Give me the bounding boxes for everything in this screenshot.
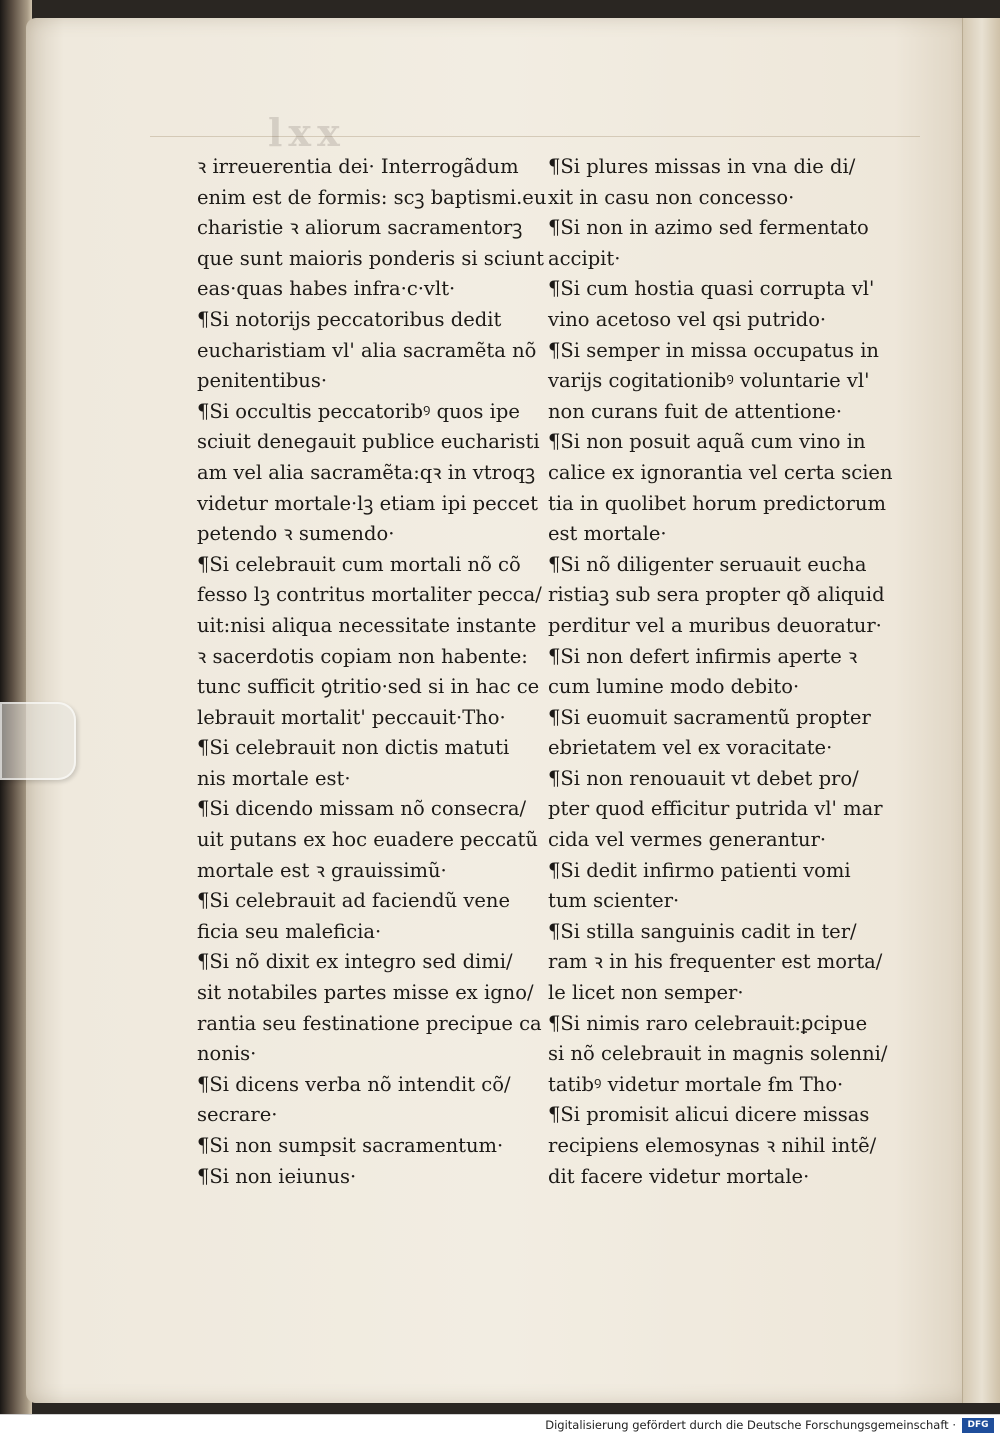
text-line: ¶Si non renouauit vt debet pro/ — [548, 766, 859, 790]
book-right-edge — [962, 18, 1000, 1403]
text-line: ¶Si plures missas in vna die di/ — [548, 155, 856, 178]
text-line: ¶Si non ieiunus· — [197, 1164, 357, 1188]
text-line: tatibꝰ videtur mortale ẜm Tho· — [548, 1072, 844, 1096]
text-line: ¶Si dicens verba nõ intendit cõ/ — [197, 1072, 511, 1096]
text-line: ficia seu maleficia· — [197, 919, 382, 943]
text-line: ¶Si non posuit aquã cum vino in — [548, 430, 866, 454]
text-line: penitentibus· — [197, 369, 328, 393]
text-line: que sunt maioris ponderis si sciunt — [197, 246, 544, 270]
text-line: dit facere videtur mortale· — [548, 1164, 810, 1188]
text-line: rantia seu festinatione precipue ca — [197, 1011, 542, 1035]
text-line: est mortale· — [548, 522, 667, 546]
text-line: ¶Si occultis peccatoribꝰ quos ipe — [197, 399, 520, 423]
text-line: tum scienter· — [548, 889, 680, 913]
text-line: enim est de formis: scꝫ baptismi.eu — [197, 185, 547, 209]
text-line: ¶Si cum hostia quasi corrupta vl' — [548, 277, 875, 301]
text-line: ꝛ irreuerentia dei· Interrogãdum — [197, 155, 519, 178]
text-line: eucharistiam vl' alia sacramẽta nõ — [197, 338, 537, 362]
text-line: charistie ꝛ aliorum sacramentorꝫ — [197, 216, 523, 240]
text-line: uit putans ex hoc euadere peccatũ — [197, 828, 538, 852]
page-clip — [0, 702, 76, 780]
text-column-right — [548, 152, 893, 1192]
text-line: le licet non semper· — [548, 981, 744, 1005]
text-line: petendo ꝛ sumendo· — [197, 522, 395, 546]
show-through-folio: lxx — [268, 110, 346, 155]
text-line: ¶Si stilla sanguinis cadit in ter/ — [548, 919, 857, 943]
text-line: am vel alia sacramẽta:qꝛ in vtroqꝫ — [197, 460, 536, 484]
text-line: ram ꝛ in his frequenter est morta/ — [548, 950, 883, 974]
text-line: ¶Si celebrauit non dictis matuti — [197, 736, 510, 760]
text-line: si nõ celebrauit in magnis solenni/ — [548, 1042, 888, 1066]
text-line: sciuit denegauit publice eucharisti — [197, 430, 540, 454]
text-line: tia in quolibet horum predictorum — [548, 491, 887, 515]
text-line: ¶Si semper in missa occupatus in — [548, 338, 879, 362]
text-line: ¶Si notorijs peccatoribus dedit — [197, 307, 502, 331]
text-line: pter quod efficitur putrida vl' mar — [548, 797, 883, 821]
text-line: lebrauit mortalit' peccauit·Tho· — [197, 705, 506, 729]
text-line: accipit· — [548, 246, 621, 270]
text-line: ¶Si non defert infirmis aperte ꝛ — [548, 644, 858, 668]
text-line: ꝛ sacerdotis copiam non habente: — [197, 644, 528, 668]
text-line: ¶Si nimis raro celebrauit:ꝑcipue — [548, 1011, 868, 1035]
text-line: ¶Si dicendo missam nõ consecra/ — [197, 797, 527, 821]
text-line: recipiens elemosynas ꝛ nihil intẽ/ — [548, 1134, 877, 1157]
footer-bar — [0, 1414, 1000, 1437]
text-line: ¶Si dedit infirmo patienti vomi — [548, 858, 851, 882]
text-line: ¶Si nõ dixit ex integro sed dimi/ — [197, 950, 513, 974]
text-line: fesso lꝫ contritus mortaliter pecca/ — [197, 583, 542, 607]
text-line: uit:nisi aliqua necessitate instante — [197, 613, 537, 637]
text-line: perditur vel a muribus deuoratur· — [548, 613, 882, 637]
text-line: ebrietatem vel ex voracitate· — [548, 736, 833, 760]
text-line: ¶Si euomuit sacramentũ propter — [548, 705, 871, 729]
text-line: vino acetoso vel qsi putrido· — [548, 307, 827, 331]
text-line: varijs cogitationibꝰ voluntarie vl' — [548, 369, 870, 393]
text-line: videtur mortale·lꝫ etiam ipi peccet — [197, 491, 538, 515]
text-line: cida vel vermes generantur· — [548, 828, 827, 852]
text-line: calice ex ignorantia vel certa scien — [548, 460, 893, 484]
text-line: eas·quas habes infra·c·vlt· — [197, 277, 456, 301]
dfg-logo: DFG — [962, 1418, 994, 1433]
text-line: ristiaꝫ sub sera propter qð aliquid — [548, 583, 885, 607]
text-line: non curans fuit de attentione· — [548, 399, 843, 423]
text-column-left — [197, 152, 547, 1192]
text-line: cum lumine modo debito· — [548, 675, 800, 699]
text-line: ¶Si non in azimo sed fermentato — [548, 216, 869, 240]
text-line: ¶Si celebrauit ad faciendũ vene — [197, 889, 510, 913]
text-line: mortale est ꝛ grauissimũ· — [197, 858, 447, 882]
text-line: sit notabiles partes misse ex igno/ — [197, 981, 534, 1005]
page-fold-line — [150, 136, 920, 137]
text-line: xit in casu non concesso· — [548, 185, 795, 209]
text-line: secrare· — [197, 1103, 278, 1127]
text-line: ¶Si celebrauit cum mortali nõ cõ — [197, 552, 521, 576]
text-line: ¶Si non sumpsit sacramentum· — [197, 1134, 504, 1157]
text-line: ¶Si nõ diligenter seruauit eucha — [548, 552, 867, 576]
funding-notice: Digitalisierung gefördert durch die Deutsche Forschungsgemeinschaft · — [545, 1418, 956, 1432]
text-line: ¶Si promisit alicui dicere missas — [548, 1103, 870, 1127]
text-line: tunc sufficit ꝯtritio·sed si in hac ce — [197, 675, 540, 699]
text-line: nonis· — [197, 1042, 257, 1066]
text-line: nis mortale est· — [197, 766, 351, 790]
